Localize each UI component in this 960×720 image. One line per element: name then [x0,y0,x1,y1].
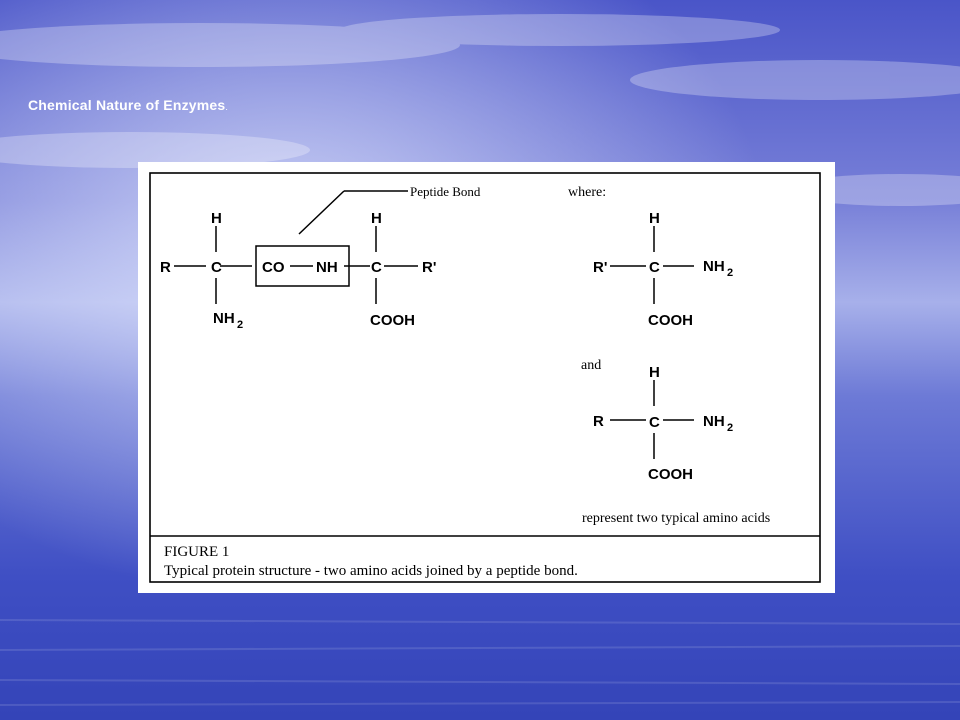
represent-label: represent two typical amino acids [582,511,771,526]
atom-cooh-top: COOH [648,312,693,329]
atom-c-bottom: C [649,414,660,431]
slide-title-suffix: . [225,102,229,112]
atom-r-prime-top: R' [593,259,608,276]
peptide-bond-diagram [138,162,835,593]
atom-nh-peptide: NH [316,259,338,276]
subscript-2-top: 2 [727,267,734,279]
slide-title [28,97,228,113]
atom-r-prime: R' [422,259,437,276]
subscript-2-left: 2 [237,319,244,331]
atom-h-top: H [649,210,660,227]
caption-title: FIGURE 1 [164,544,230,560]
atom-r-bottom: R [593,413,604,430]
atom-c-right: C [371,259,382,276]
atom-nh-bottom: NH [703,413,725,430]
atom-c-top: C [649,259,660,276]
where-label: where: [568,185,607,200]
atom-co: CO [262,259,285,276]
atom-h-left: H [211,210,222,227]
atom-h-bottom: H [649,364,660,381]
atom-cooh-bottom: COOH [648,466,693,483]
peptide-bond-label: Peptide Bond [410,184,481,199]
atom-nh-left: NH [213,310,235,327]
dipeptide-bonds [174,191,418,304]
figure-panel [138,162,835,593]
caption-text: Typical protein structure - two amino acids joined by a peptide bond. [164,563,578,579]
subscript-2-bottom: 2 [727,422,734,434]
atom-r: R [160,259,171,276]
atom-c-left: C [211,259,222,276]
atom-h-right: H [371,210,382,227]
atom-nh-top: NH [703,258,725,275]
atom-cooh-left: COOH [370,312,415,329]
and-label: and [581,358,602,373]
slide-title-text: Chemical Nature of Enzymes [28,97,226,113]
